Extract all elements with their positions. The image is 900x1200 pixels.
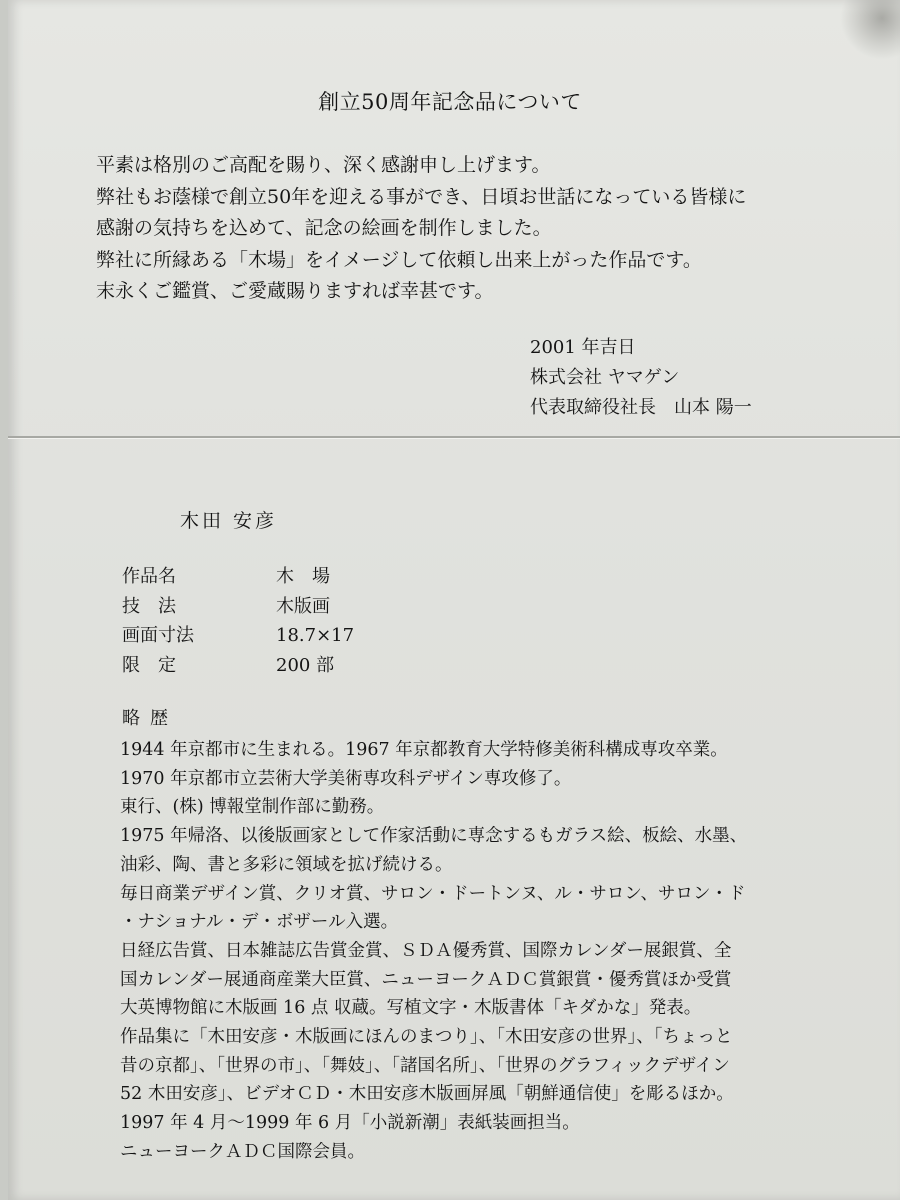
bio-line: 大英博物館に木版画 16 点 収蔵。写植文字・木版書体「キダかな」発表。 xyxy=(120,998,702,1019)
spec-row-technique xyxy=(122,592,354,622)
spec-value: 木版画 xyxy=(276,595,330,617)
bio-line: ・ナショナル・デ・ボザール入選。 xyxy=(120,912,399,933)
spec-row-dimensions xyxy=(122,621,354,651)
spec-row-title xyxy=(122,562,354,592)
biography-text xyxy=(120,736,890,1167)
artist-name: 木田 安彦 xyxy=(180,510,278,532)
greeting-line: 感謝の気持ちを込めて、記念の絵画を制作しました。 xyxy=(96,217,552,239)
signoff-company: 株式会社 ヤマゲン xyxy=(530,367,680,388)
spec-value: 200 部 xyxy=(276,654,335,676)
signoff-representative: 代表取締役社長 山本 陽一 xyxy=(530,397,752,418)
bio-line: 1970 年京都市立芸術大学美術専攻科デザイン専攻修了。 xyxy=(120,768,572,789)
bio-line: 国カレンダー展通商産業大臣賞、ニューヨークＡＤＣ賞銀賞・優秀賞ほか受賞 xyxy=(120,969,732,990)
signoff-block xyxy=(530,333,752,423)
spec-label: 限 定 xyxy=(122,654,176,676)
bio-line: 1975 年帰洛、以後版画家として作家活動に専念するもガラス絵、板絵、水墨、 xyxy=(120,826,748,847)
spec-label: 画面寸法 xyxy=(122,625,194,646)
bio-line: 日経広告賞、日本雑誌広告賞金賞、ＳＤＡ優秀賞、国際カレンダー展銀賞、全 xyxy=(120,940,732,961)
signoff-date: 2001 年吉日 xyxy=(530,337,636,358)
spec-value: 18.7×17 xyxy=(276,625,355,646)
artwork-specs xyxy=(122,562,354,680)
spec-value: 木 場 xyxy=(276,566,330,587)
bio-line: 東行、(株) 博報堂制作部に勤務。 xyxy=(120,797,385,818)
bio-line: 昔の京都」、「世界の市」、「舞妓」、「諸国名所」、「世界のグラフィックデザイン xyxy=(120,1055,730,1076)
greeting-line: 末永くご鑑賞、ご愛蔵賜りますれば幸甚です。 xyxy=(96,280,494,302)
biography-heading: 略歴 xyxy=(122,708,178,729)
bio-line: 油彩、陶、書と多彩に領域を拡げ続ける。 xyxy=(120,854,453,875)
greeting-paragraph xyxy=(96,150,886,308)
bio-line: 52 木田安彦」、ビデオＣＤ・木田安彦木版画屏風「朝鮮通信使」を彫るほか。 xyxy=(120,1084,734,1105)
spec-label: 技 法 xyxy=(122,595,176,617)
fold-line xyxy=(8,436,900,438)
bio-line: 1944 年京都市に生まれる。1967 年京都教育大学特修美術科構成専攻卒業。 xyxy=(120,740,728,760)
paper-stain xyxy=(840,0,900,60)
greeting-line: 弊社に所縁ある「木場」をイメージして依頼し出来上がった作品です。 xyxy=(96,248,702,271)
spec-row-edition xyxy=(122,651,354,681)
bio-line: 1997 年 4 月～1999 年 6 月「小説新潮」表紙装画担当。 xyxy=(120,1113,580,1134)
spec-label: 作品名 xyxy=(122,566,176,587)
bio-line: 毎日商業デザイン賞、クリオ賞、サロン・ドートンヌ、ル・サロン、サロン・ド xyxy=(120,883,746,904)
greeting-line: 弊社もお蔭様で創立50年を迎える事ができ、日頃お世話になっている皆様に xyxy=(96,185,747,208)
greeting-line: 平素は格別のご高配を賜り、深く感謝申し上げます。 xyxy=(96,154,551,176)
bio-line: 作品集に「木田安彦・木版画にほんのまつり」、「木田安彦の世界」、「ちょっと xyxy=(120,1027,733,1048)
bio-line: ニューヨークＡＤＣ国際会員。 xyxy=(120,1141,365,1162)
notice-title: 創立50周年記念品について xyxy=(318,90,582,114)
